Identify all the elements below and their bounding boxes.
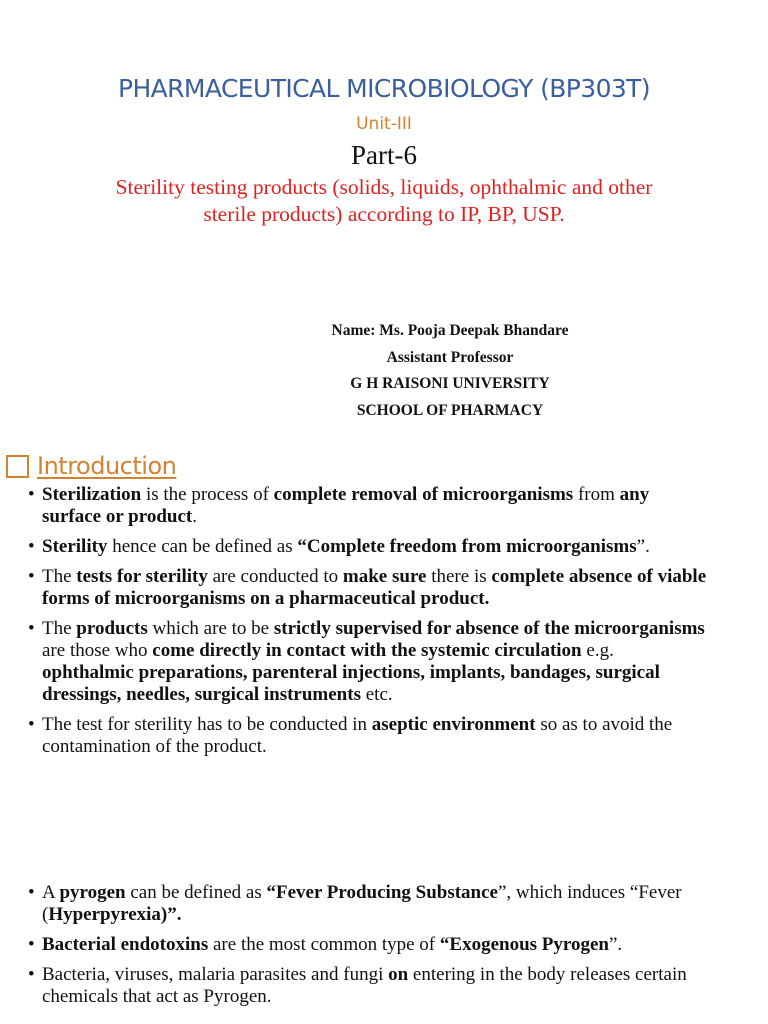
text: e.g. <box>581 640 614 661</box>
text: Bacteria, viruses, malaria parasites and fungi <box>42 964 389 985</box>
title-slide <box>0 0 768 430</box>
text: is the process of <box>141 484 274 505</box>
bold-text: pyrogen <box>59 882 126 903</box>
introduction-bullet-list <box>28 484 708 766</box>
text: The <box>42 618 77 639</box>
bold-text: strictly supervised for absence of the microorganisms <box>273 618 705 639</box>
text: etc. <box>360 684 393 705</box>
bold-text: Hyperpyrexia <box>48 904 161 925</box>
bold-text: Sterility <box>42 536 108 557</box>
bullet-item <box>28 934 708 956</box>
bold-text: any surface or product <box>42 484 650 527</box>
part-label: Part-6 <box>351 140 417 170</box>
introduction-heading <box>6 452 176 480</box>
bold-text: complete removal of microorganisms <box>273 484 574 505</box>
text: . <box>192 506 197 527</box>
text: hence can be defined as <box>107 536 298 557</box>
bullet-item <box>28 536 708 558</box>
bold-text: make sure <box>342 566 427 587</box>
bold-text: “Fever Producing Substance <box>266 882 498 903</box>
bold-text: come directly in contact with the systemic circulation <box>152 640 582 661</box>
bold-text: complete absence of viable forms of microorganisms on a pharmaceutical product. <box>42 566 707 609</box>
bold-text: tests for sterility <box>76 566 208 587</box>
bullet-item <box>28 882 708 926</box>
subtitle-line: Sterility testing products (solids, liquids, ophthalmic and other <box>115 175 653 199</box>
text: The <box>42 566 77 587</box>
author-school: SCHOOL OF PHARMACY <box>356 401 544 419</box>
unit-label: Unit-III <box>356 114 412 134</box>
text: are those who <box>42 640 153 661</box>
bullet-item <box>28 484 708 528</box>
bold-text: ophthalmic preparations, parenteral injections, implants, bandages, surgical dressings, needles, surgical instruments <box>42 662 660 705</box>
bold-text: “Exogenous Pyrogen <box>439 934 609 955</box>
text: can be defined as <box>125 882 267 903</box>
checkbox-bullet-icon <box>6 455 29 478</box>
bold-text: on <box>388 964 409 985</box>
author-block <box>290 318 610 424</box>
text: are the most common type of <box>208 934 440 955</box>
bold-text: Bacterial endotoxins <box>42 934 209 955</box>
text: ”. <box>608 934 623 955</box>
text: are conducted to <box>207 566 343 587</box>
text: entering in the body releases certain chemicals that act as Pyrogen. <box>42 964 687 1007</box>
text: from <box>573 484 620 505</box>
bold-text: aseptic environment <box>371 714 536 735</box>
pyrogen-bullet-list <box>28 882 708 1016</box>
text: The test for sterility has to be conducted in <box>42 714 372 735</box>
introduction-slide <box>0 440 768 1024</box>
bullet-item <box>28 714 708 758</box>
text: A <box>42 882 60 903</box>
bold-text: “Complete freedom from microorganisms <box>297 536 637 557</box>
bold-text: )”. <box>160 904 182 925</box>
text: ”. <box>636 536 650 557</box>
bullet-item <box>28 618 708 706</box>
subtitle-line: sterile products) according to IP, BP, USP. <box>203 202 565 226</box>
bold-text: products <box>76 618 148 639</box>
text: there is <box>426 566 492 587</box>
text: which are to be <box>147 618 274 639</box>
lecture-subtitle <box>60 174 708 228</box>
bullet-item <box>28 566 708 610</box>
bullet-item <box>28 964 708 1008</box>
course-title: PHARMACEUTICAL MICROBIOLOGY (BP303T) <box>117 74 651 103</box>
text: ”, which induces “Fever ( <box>42 882 682 925</box>
author-name: Name: Ms. Pooja Deepak Bhandare <box>331 322 569 339</box>
bold-text: Sterilization <box>42 484 142 505</box>
author-designation: Assistant Professor <box>386 348 514 366</box>
text: so as to avoid the contamination of the product. <box>42 714 673 757</box>
author-university: G H RAISONI UNIVERSITY <box>350 375 550 392</box>
introduction-title: Introduction <box>37 452 177 480</box>
